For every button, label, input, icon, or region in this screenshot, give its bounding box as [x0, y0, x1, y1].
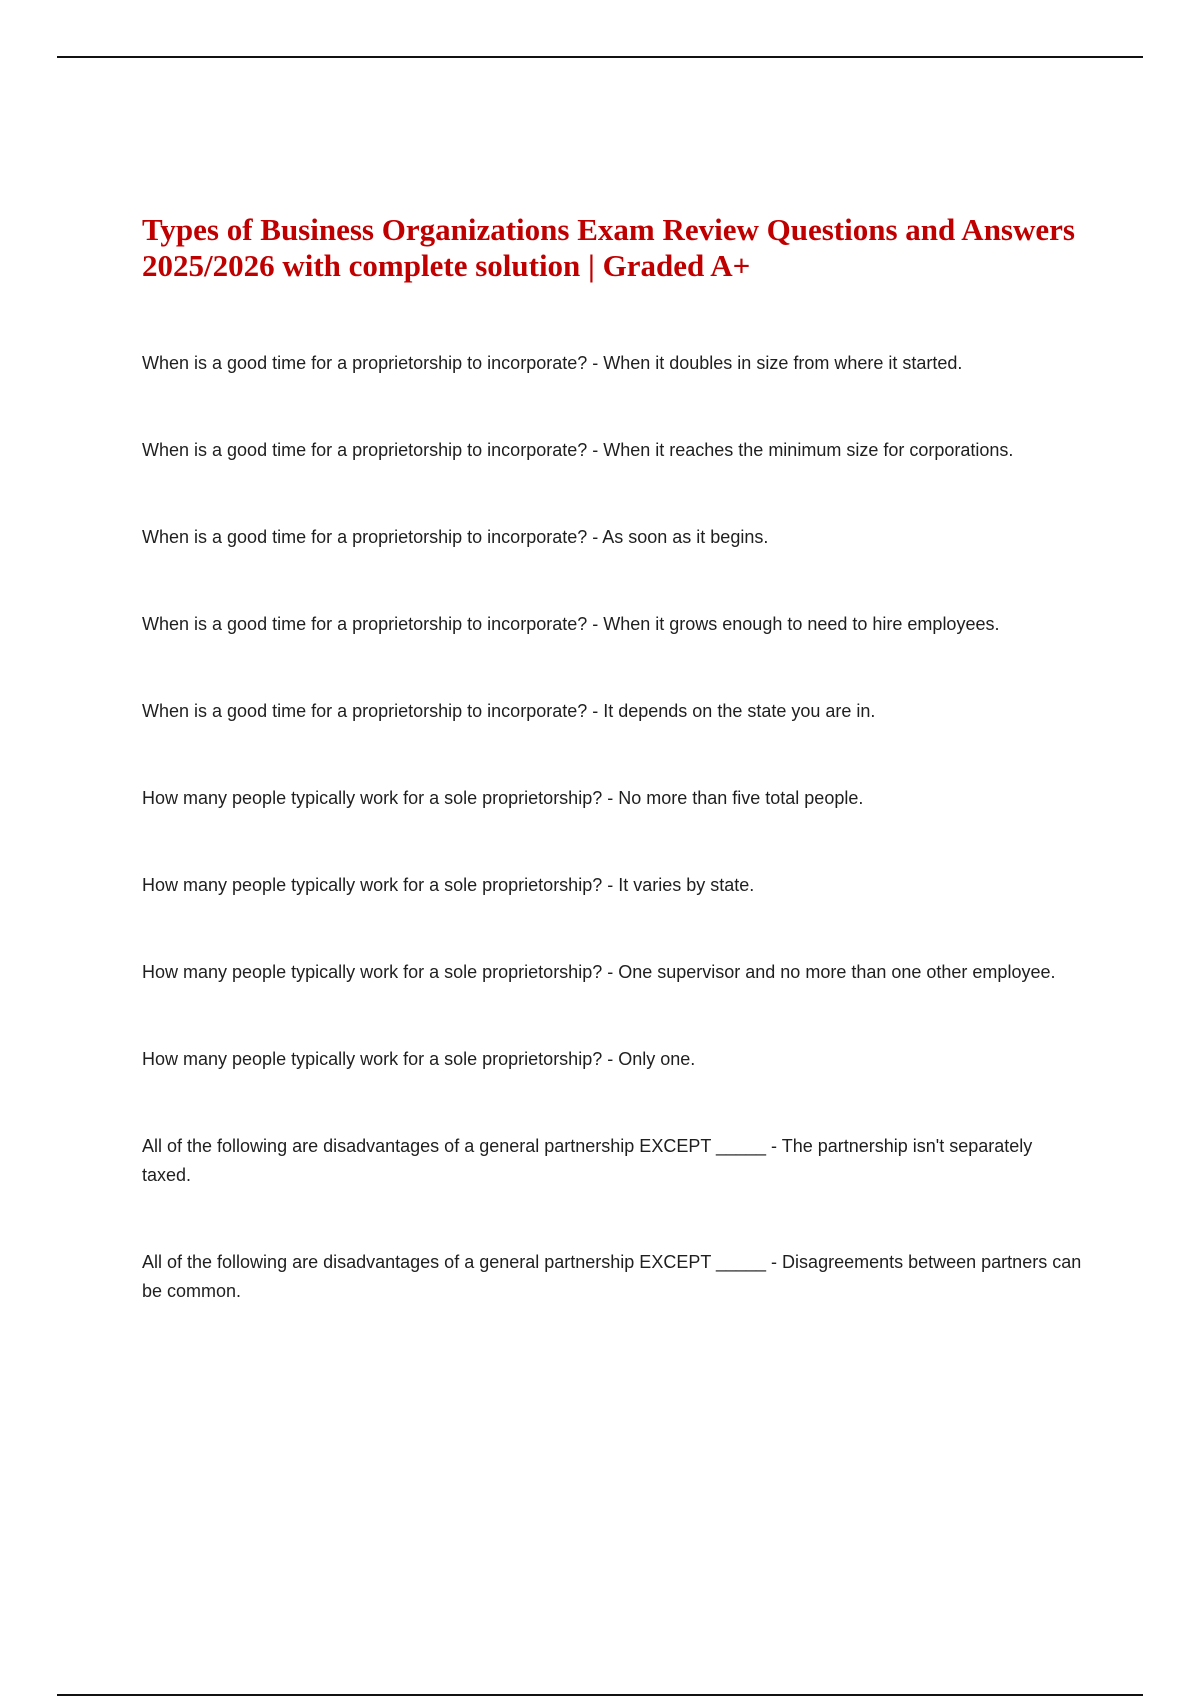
qa-item: When is a good time for a proprietorship to incorporate? - It depends on the state you are in.	[142, 701, 876, 721]
document-title: Types of Business Organizations Exam Review Questions and Answers 2025/2026 with complete solution | Graded A+	[142, 212, 1075, 283]
footer-rule	[57, 1694, 1143, 1696]
qa-item: How many people typically work for a sole proprietorship? - No more than five total people.	[142, 788, 864, 808]
header-rule	[57, 56, 1143, 58]
qa-item: All of the following are disadvantages of a general partnership EXCEPT _____ - The partnership isn't separately taxed.	[142, 1136, 1033, 1185]
document-body	[142, 212, 1082, 1364]
qa-list	[142, 349, 1082, 1306]
qa-item: When is a good time for a proprietorship to incorporate? - When it grows enough to need to hire employees.	[142, 614, 1000, 634]
qa-item: All of the following are disadvantages of a general partnership EXCEPT _____ - Disagreements between partners can be common.	[142, 1252, 1082, 1301]
qa-item: How many people typically work for a sole proprietorship? - Only one.	[142, 1049, 696, 1069]
qa-item: When is a good time for a proprietorship to incorporate? - When it reaches the minimum size for corporations.	[142, 440, 1014, 460]
qa-item: When is a good time for a proprietorship to incorporate? - When it doubles in size from where it started.	[142, 353, 963, 373]
qa-item: How many people typically work for a sole proprietorship? - One supervisor and no more than one other employee.	[142, 962, 1056, 982]
qa-item: When is a good time for a proprietorship to incorporate? - As soon as it begins.	[142, 527, 769, 547]
qa-item: How many people typically work for a sole proprietorship? - It varies by state.	[142, 875, 755, 895]
